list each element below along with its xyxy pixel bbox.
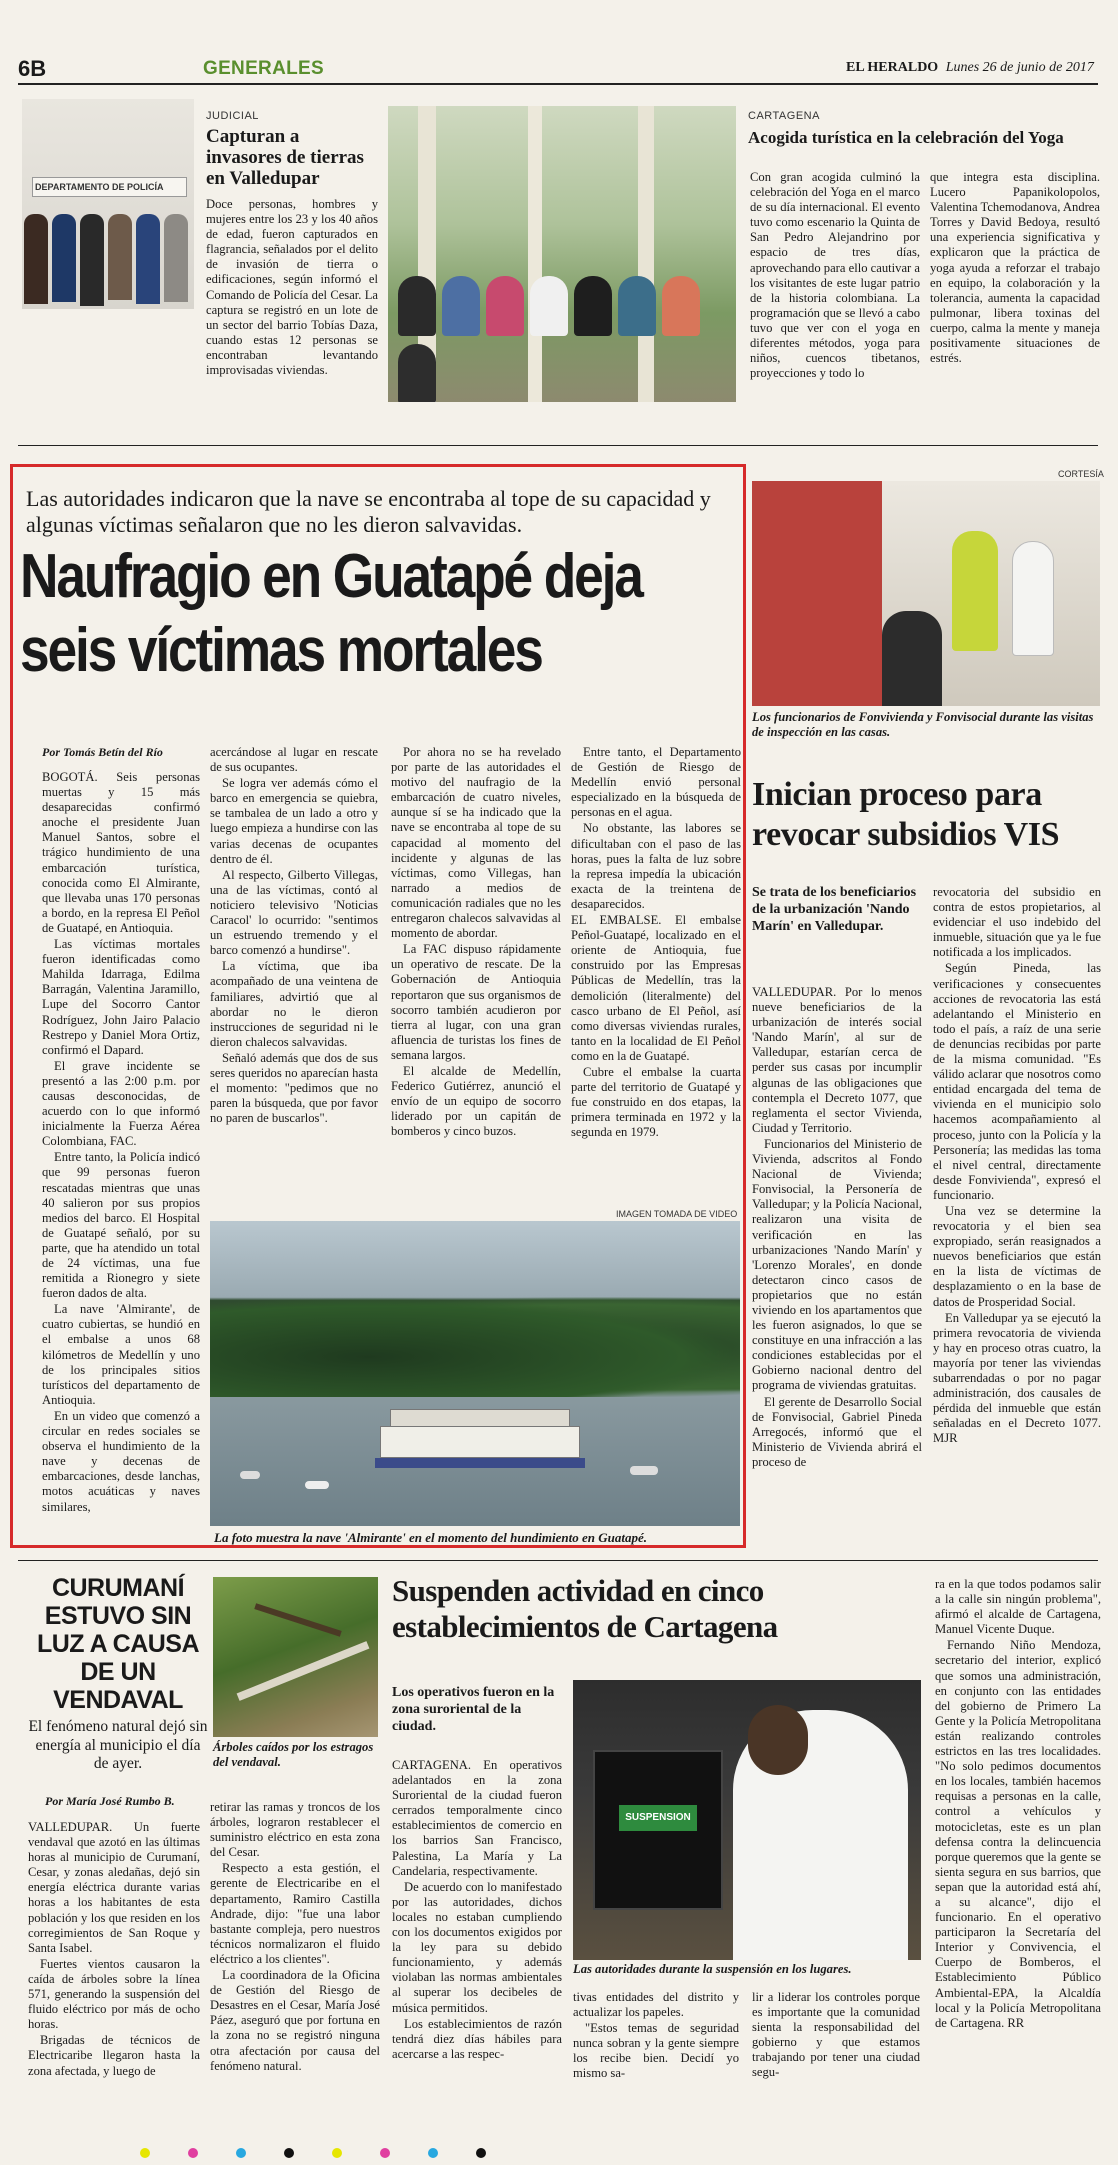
paragraph: Se logra ver además cómo el barco en emergencia se quiebra, se tambalea de un lado a otro y luego empieza a hundirse con las varias decenas de ocupantes dentro de él. — [210, 776, 378, 866]
paragraph: Señaló además que dos de sus seres queridos no aparecían hasta el momento: "pedimos que no paren la búsqueda, que por favor no paren de buscarlos". — [210, 1050, 378, 1126]
paragraph: La nave 'Almirante', de cuatro cubiertas, se hundió en el embalse a unos 68 kilómetros de Medellín y uno de los principales sitios turísticos del departamento de Antioquia. — [42, 1302, 200, 1407]
curumani-col-2 — [210, 1800, 380, 2075]
paragraph: VALLEDUPAR. Un fuerte vendaval que azotó en las últimas horas al municipio de Curumaní, Cesar, y zonas aledañas, dejó sin energía eléctrica durante varias horas a los habitantes de esta población y los que residen en los corregimientos de San Roque y Santa Isabel. — [28, 1820, 200, 1955]
guatape-col-3 — [391, 745, 561, 1140]
paragraph: BOGOTÁ. Seis personas muertas y 15 más desaparecidas confirmó anoche el presidente Juan Manuel Santos, sobre el trágico hundimiento de una embarcación turística, conocida como El Almirante, que llevaba unas 170 personas a bordo, en la represa El Peñol de Guatapé, en Antioquia. — [42, 770, 200, 935]
yoga-headline: Acogida turística en la celebración del Yoga — [748, 128, 1064, 147]
masthead — [846, 60, 1094, 76]
guatape-col-2 — [210, 745, 378, 1127]
curumani-byline: Por María José Rumbo B. — [45, 1794, 175, 1808]
judicial-body: Doce personas, hombres y mujeres entre los 23 y los 40 años de edad, fueron capturados en flagrancia, señalados por el delito de invasión de tierra o edificaciones, según informó el Comando de Policía del Cesar. La captura se registró en un lote de un sector del barrio Tobías Daza, cuando estas 12 personas se encontraban levantando improvisadas viviendas. — [206, 197, 378, 378]
cartagena-col-2 — [573, 1990, 739, 2083]
guatape-headline-line-1: Naufragio en Guatapé deja — [20, 542, 642, 611]
cartagena-col-4 — [935, 1577, 1101, 2032]
guatape-photo-caption: La foto muestra la nave 'Almirante' en el momento del hundimiento en Guatapé. — [214, 1530, 647, 1545]
paragraph: El grave incidente se presentó a las 2:00 p.m. por causas desconocidas, de acuerdo con lo que informó inicialmente la Fuerza Aérea Colombiana, FAC. — [42, 1058, 200, 1149]
suspension-sign: SUSPENSION — [619, 1805, 697, 1831]
vis-photo-credit: CORTESÍA — [1058, 469, 1104, 479]
paper-name: EL HERALDO — [846, 60, 939, 75]
guatape-headline-line-2: seis víctimas mortales — [20, 616, 542, 685]
judicial-label: JUDICIAL — [206, 110, 259, 122]
paragraph: Brigadas de técnicos de Electricaribe llegaron hasta la zona afectada, y luego de — [28, 2033, 200, 2078]
vis-col-2 — [933, 885, 1101, 1447]
paragraph: Fuertes vientos causaron la caída de árboles sobre la línea 571, generando la suspensión del fluido eléctrico por más de ocho horas. — [28, 1956, 200, 2032]
section-name: GENERALES — [203, 58, 324, 79]
paragraph: La FAC dispuso rápidamente un operativo de rescate. De la Gobernación de Antioquia reportaron que sus organismos de socorro también acudieron por tierra al lugar, con una gran afluencia de turistas los fines de semana largos. — [391, 942, 561, 1062]
cartagena-photo-caption: Las autoridades durante la suspensión en los lugares. — [573, 1962, 852, 1976]
paragraph: El alcalde de Medellín, Federico Gutiérrez, anunció el envío de un equipo de socorro liderado por un capitán de bomberos y cinco buzos. — [391, 1063, 561, 1139]
police-banner: DEPARTAMENTO DE POLICÍA — [32, 177, 187, 197]
judicial-photo — [22, 99, 194, 309]
vis-photo-caption: Los funcionarios de Fonvivienda y Fonvisocial durante las visitas de inspección en las casas. — [752, 710, 1094, 739]
paragraph: No obstante, las labores se dificultaban con el paso de las horas, pues la falta de luz sobre la represa impedía la ubicación exacta de la treintena de desaparecidos. — [571, 821, 741, 911]
cartagena-col-1 — [392, 1758, 562, 2063]
vis-photo — [752, 481, 1100, 706]
paragraph: Entre tanto, el Departamento de Gestión de Riesgo de Medellín envió personal especializado en la búsqueda de personas en el agua. — [571, 745, 741, 820]
paragraph: La coordinadora de la Oficina de Gestión del Riesgo de Desastres en el Cesar, María José Páez, aseguró que por fortuna en la zona no se registró ninguna otra afectación por causa del fenómeno natural. — [210, 1968, 380, 2073]
paragraph: Entre tanto, la Policía indicó que 99 personas fueron rescatadas mientras que unas 40 salieron por sus propios medios del barco. El Hospital de Guatapé señaló, por su parte, que ha atendido un total de 24 víctimas, una fue remitida a Rionegro y siete fueron dados de alta. — [42, 1150, 200, 1301]
vis-kicker: Se trata de los beneficiarios de la urbanización 'Nando Marín' en Valledupar. — [752, 885, 917, 934]
page-number: 6B — [18, 56, 47, 81]
cartagena-photo — [573, 1680, 921, 1960]
bottom-section-rule — [18, 1560, 1098, 1561]
curumani-headline: CURUMANÍ ESTUVO SIN LUZ A CAUSA DE UN VENDAVAL — [36, 1574, 200, 1714]
paragraph: Una vez se determine la revocatoria y el bien sea expropiado, serán reasignados a nuevos beneficiarios que están en la lista de víctimas de desplazamiento o en la base de datos de Prosperidad Social. — [933, 1203, 1101, 1309]
guatape-deck: Las autoridades indicaron que la nave se encontraba al tope de su capacidad y algunas víctimas señalaron que no les dieron salvavidas. — [26, 486, 711, 537]
paragraph: El gerente de Desarrollo Social de Fonvisocial, Gabriel Pineda Arregocés, informó que el Ministerio de Vivienda abrirá el proceso de — [752, 1394, 922, 1469]
issue-date: Lunes 26 de junio de 2017 — [945, 60, 1094, 75]
paragraph: Cubre el embalse la cuarta parte del territorio de Guatapé y fue construido en dos etapas, la primera terminada en 1972 y la segunda en 1979. — [571, 1064, 741, 1140]
paragraph: Funcionarios del Ministerio de Vivienda, adscritos al Fondo Nacional de Vivienda; Fonvisocial, la Personería de Valledupar; y la Policía Nacional, realizaron una visita de verificación en las urbanizaciones 'Nando Marín' y 'Lorenzo Morales', en donde detectaron cinco casos de propietarios que no están viviendo en los apartamentos que les fueron asignados, lo que se constituye en una infracción a las condiciones establecidas por el Gobierno nacional dentro del programa de viviendas gratuitas. — [752, 1136, 922, 1393]
paragraph: revocatoria del subsidio en contra de estos propietarios, al evidenciar el uso indebido del inmueble, situación que ya le fue notificada a los implicados. — [933, 885, 1101, 960]
judicial-headline: Capturan a invasores de tierras en Valledupar — [206, 126, 364, 189]
paragraph: acercándose al lugar en rescate de sus ocupantes. — [210, 745, 378, 775]
top-section-rule — [18, 445, 1098, 446]
header-rule — [18, 83, 1098, 85]
paragraph: Las víctimas mortales fueron identificadas como Mahilda Idarraga, Edilma Barragán, Valentina Jaramillo, Lupe del Socorro Cantor Rodríguez, John Jairo Palacio Restrepo y Daniel Mora Ortiz, confirmó el Dapard. — [42, 937, 200, 1057]
paragraph: lir a liderar los controles porque es importante que la comunidad sienta la responsabilidad del gobierno y que estamos trabajando por tener una ciudad segu- — [752, 1990, 920, 2080]
cartagena-headline: Suspenden actividad en cinco establecimientos de Cartagena — [392, 1573, 778, 1644]
guatape-col-1 — [42, 770, 200, 1516]
paragraph: De acuerdo con lo manifestado por las autoridades, dichos locales no estaban cumpliendo con los documentos exigidos por la ley para su debido funcionamiento, y además violaban las normas ambientales al superar los decibeles de música permitidos. — [392, 1879, 562, 2015]
paragraph: Fernando Niño Mendoza, secretario del interior, explicó que somos una administración, en conjunto con las entidades del gobierno de Primero La Gente y la Policía Metropolitana están realizando controles estrictos en las tres localidades. "No solo pedimos documentos en los locales, también hacemos requisas a personas en la calle, control a vehículos y motocicletas, este es un plan defensa contra la delincuencia porque queremos que la gente se sienta segura en sus barrios, que sepan que la autoridad está ahí, a su alcance", dijo el funcionario. En el operativo participaron la Secretaría del Interior y Convivencia, el Cuerpo de Bomberos, el Establecimiento Público Ambiental-EPA, la Alcaldía local y la Policía Metropolitana de Cartagena. RR — [935, 1638, 1101, 2030]
paragraph: ra en la que todos podamos salir a la calle sin ningún problema", afirmó el alcalde de Cartagena, Manuel Vicente Duque. — [935, 1577, 1101, 1637]
paragraph: retirar las ramas y troncos de los árboles, lograron restablecer el suministro eléctrico en esta zona del Cesar. — [210, 1800, 380, 1860]
vis-headline-line-2: revocar subsidios VIS — [752, 816, 1060, 853]
yoga-col-1: Con gran acogida culminó la celebración del Yoga en el marco de su día internacional. El evento tuvo como escenario la Quinta de San Pedro Alejandrino por espacio de tres días, aprovechando para ello cautivar a los visitantes de este lugar patrio de la historia colombiana. La programación que se llevó a cabo tuvo que ver con el yoga en diferentes métodos, yoga para niños, cuencos tibetanos, proyecciones y todo lo — [750, 170, 920, 381]
guatape-photo-credit: IMAGEN TOMADA DE VIDEO — [616, 1209, 738, 1219]
cartagena-kicker: Los operativos fueron en la zona suroriental de la ciudad. — [392, 1685, 555, 1734]
paragraph: En un video que comenzó a circular en redes sociales se observa el hundimiento de la nave y decenas de embarcaciones, desde lanchas, motos acuáticas y naves similares, — [42, 1408, 200, 1514]
guatape-col-4 — [571, 745, 741, 1141]
guatape-photo — [210, 1221, 740, 1526]
curumani-col-1 — [28, 1820, 200, 2080]
vis-col-1 — [752, 985, 922, 1471]
paragraph: Según Pineda, las verificaciones y consecuentes acciones de revocatoria las está adelantando el Ministerio en todo el país, a raíz de una serie de denuncias recibidas por parte de la misma comunidad. "Es válido aclarar que nosotros como entidad encargada del tema de vivienda en el municipio solo hacemos acompañamiento al proceso, junto con la Policía y la Personería; las medidas las toma el nivel central, directamente desde Fonvivienda", expresó el funcionario. — [933, 961, 1101, 1202]
paragraph: Los establecimientos de razón tendrá diez días hábiles para acercarse a las respec- — [392, 2016, 562, 2061]
paragraph: CARTAGENA. En operativos adelantados en la zona Suroriental de la ciudad fueron cerrados temporalmente cinco establecimientos de comercio en los barrios San Francisco, Palestina, La María y La Candelaria, respectivamente. — [392, 1758, 562, 1878]
yoga-label: CARTAGENA — [748, 110, 820, 122]
vis-headline-line-1: Inician proceso para — [752, 776, 1042, 813]
print-registration-bar — [0, 2146, 1118, 2160]
curumani-photo — [213, 1577, 378, 1737]
yoga-photo — [388, 106, 736, 402]
paragraph: tivas entidades del distrito y actualizar los papeles. — [573, 1990, 739, 2020]
paragraph: Respecto a esta gestión, el gerente de Electricaribe en el departamento, Ramiro Castilla Andrade, dijo: "fue una labor bastante compleja, pero nuestros técnicos normalizaron el fluido eléctrico a los clientes". — [210, 1861, 380, 1966]
cartagena-col-3 — [752, 1990, 920, 2082]
guatape-byline: Por Tomás Betín del Río — [42, 745, 163, 759]
curumani-photo-caption: Árboles caídos por los estragos del vendaval. — [213, 1740, 374, 1769]
curumani-deck: El fenómeno natural dejó sin energía al municipio el día de ayer. — [28, 1718, 208, 1772]
paragraph: VALLEDUPAR. Por lo menos nueve beneficiarios de la urbanización de interés social 'Nando Marín', al sur de Valledupar, estarían cerca de perder sus casas por incumplir algunas de las obligaciones que contempla el Decreto 1077, que reglamenta el sector Vivienda, Ciudad y Territorio. — [752, 985, 922, 1135]
paragraph: En Valledupar ya se ejecutó la primera revocatoria de vivienda y hay en proceso otras cuatro, la mayoría por tener las viviendas subarrendadas o por no pagar administración, dos causales de pérdida del inmueble que están señaladas en el Decreto 1077. MJR — [933, 1310, 1101, 1446]
paragraph: Al respecto, Gilberto Villegas, una de las víctimas, contó al noticiero televisivo 'Noticias Caracol' lo ocurrido: "sentimos un estruendo tremendo y el barco comenzó a hundirse". — [210, 867, 378, 958]
paragraph: Por ahora no se ha revelado por parte de las autoridades el motivo del naufragio de la embarcación de cuatro niveles, aunque sí se ha indicado que la nave se encontraba al tope de su capacidad al momento del incidente y algunas de las víctimas, como Villegas, han narrado a medios de comunicación radiales que no les entregaron chalecos salvavidas al momento de abordar. — [391, 745, 561, 941]
yoga-col-2: que integra esta disciplina. Lucero Papanikolopolos, Valentina Tchemodanova, Andrea Torres y David Bedoya, resultó una experiencia significativa y explicaron que la práctica de yoga ayuda a reforzar el trabajo en equipo, la colaboración y la tolerancia, aumenta la capacidad pulmonar, libera toxinas del cuerpo, calma la mente y maneja positivamente situaciones de estrés. — [930, 170, 1100, 366]
paragraph: La víctima, que iba acompañado de una veintena de familiares, advirtió que al abordar no le dieron instrucciones de seguridad ni le dieron chalecos salvavidas. — [210, 959, 378, 1049]
paragraph: EL EMBALSE. El embalse Peñol-Guatapé, localizado en el oriente de Antioquia, fue construido por las Empresas Públicas de Medellín, tras la demolición (literalmente) del casco urbano de El Peñol, así como diversas viviendas rurales, tanto en la localidad de El Peñol como en la de Guatapé. — [571, 913, 741, 1063]
paragraph: "Estos temas de seguridad nunca sobran y la gente siempre los recibe bien. Decidí yo mismo sa- — [573, 2021, 739, 2081]
